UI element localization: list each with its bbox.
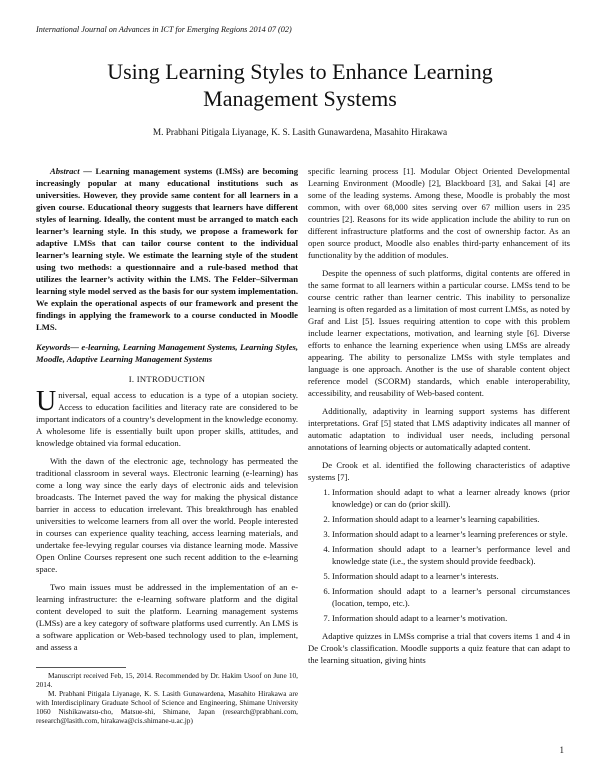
footnote-received: Manuscript received Feb, 15, 2014. Recommended by Dr. Hakim Usoof on June 10, 2014.	[36, 671, 298, 689]
footnote-rule	[36, 667, 126, 668]
footnote-affiliation: M. Prabhani Pitigala Liyanage, K. S. Lasith Gunawardena, Masahito Hirakawa are with Interdisciplinary Graduate School of Science and Engineering, Shimane University 1060 Nishikawatsu-cho, Matsue-shi, Shimane, Japan (research@prabhani.com, research@lasith.com, hirakawa@cis.shimane-u.ac.jp)	[36, 689, 298, 725]
abstract	[36, 165, 298, 333]
journal-header: International Journal on Advances in ICT for Emerging Regions 2014 07 (02)	[36, 25, 292, 34]
author-list: M. Prabhani Pitigala Liyanage, K. S. Lasith Gunawardena, Masahito Hirakawa	[152, 128, 448, 138]
abstract-label: Abstract	[50, 166, 80, 176]
intro-paragraph-3: Two main issues must be addressed in the implementation of an e-learning infrastructure: the e-learning software platform and the digital content developed to suit the platform. Learning management systems (LMSs) are a key category of software platforms used currently. An LMS is a software application or Web-based technology used to plan, implement, and assess a	[36, 582, 298, 652]
abstract-text: — Learning management systems (LMSs) are becoming increasingly popular at many educational institutions such as universities. However, they provide same content for all learners in a given course. Educational theory suggests that learners have different styles of learning. Ideally, the content must be arranged to match each learner’s learning style. In this study, we propose a framework for adaptive LMSs that can tailor course content to the individual learner’s learning style. We estimate the learning style of the student using two methods: a questionnaire and a rule-based method that utilizes the learner’s activity within the LMS. The Felder–Silverman learning style model served as the basis for our system implementation. We explain the operational aspects of our framework and present the findings in applying the framework to a course conducted in Moodle LMS.	[36, 166, 298, 332]
page-number: 1	[559, 745, 564, 755]
list-item: 5. Information should adapt to a learner’s interests.	[332, 570, 570, 582]
right-paragraph-4: De Crook et al. identified the following characteristics of adaptive systems [7].	[308, 460, 570, 482]
intro-paragraph-1-text: niversal, equal access to education is a type of a utopian society. Access to education facilities and literacy rate are considered to be important indicators of a country’s development in the knowledge economy. A wholesome life is essentially built upon proper skills, attitudes, and knowledge obtained via formal education.	[36, 390, 298, 448]
footnotes	[36, 667, 298, 725]
paper-title: Using Learning Styles to Enhance Learning Management Systems	[107, 59, 493, 111]
section-heading-introduction: I. INTRODUCTION	[128, 374, 206, 384]
right-paragraph-3: Additionally, adaptivity in learning support systems has different interpretations. Graf [5] stated that LMS adaptivity indicates all manner of automatic adaptation to individual user needs, including personal annotations of learning objects or automatically adapted content.	[308, 406, 570, 452]
drop-cap: U	[36, 386, 57, 417]
right-column	[308, 165, 570, 666]
list-item: 3. Information should adapt to a learner’s learning preferences or style.	[332, 528, 570, 540]
list-item: 2. Information should adapt to a learner’s learning capabilities.	[332, 513, 570, 525]
right-paragraph-2: Despite the openness of such platforms, digital contents are offered in the same format to all learners within a particular course. LMSs tend to be course centric rather than learner centric. This inability to personalize learning is often regarded as a limitation of most current LMSs, as noted by Graf and List [5]. Issues requiring attention to cope with this problem include learner expectations, motivation, and learning style [6]. Diverse efforts to enhance the learning experience when using LMSs are already appearing. The ability to personalize LMSs with style templates and language is one approach. Another is the use of sharable content object reference model (SCORM) standards, which enable interoperability, accessibility, and reusability of Web-based content.	[308, 268, 570, 398]
keywords: Keywords— e-learning, Learning Management Systems, Learning Styles, Moodle, Adaptive Learning Management Systems	[36, 342, 298, 364]
right-paragraph-1: specific learning process [1]. Modular Object Oriented Developmental Learning Environment (Moodle) [2], Blackboard [3], and Sakai [4] are some of the leading systems. Among these, Moodle is probably the most common, with over 68,000 sites serving over 67 million users in 235 countries [2]. Reasons for its wide application include the ability to run on different infrastructure platforms and the cost of ownership factor. As an open source product, Moodle also enables third-party enhancement of its functionality by the addition of modules.	[308, 166, 570, 260]
list-item: 7. Information should adapt to a learner’s motivation.	[332, 612, 570, 624]
right-paragraph-5: Adaptive quizzes in LMSs comprise a trial that covers items 1 and 4 in De Crook’s classification. Moodle supports a quiz feature that can adapt to the learning situation, giving hints	[308, 631, 570, 665]
left-column	[36, 165, 298, 653]
list-item: 4. Information should adapt to a learner’s performance level and knowledge state (i.e., the system should provide feedback).	[332, 543, 570, 567]
adaptive-characteristics-list	[308, 486, 570, 624]
list-item: 6. Information should adapt to a learner’s personal circumstances (location, tempo, etc.).	[332, 585, 570, 609]
list-item: 1. Information should adapt to what a learner already knows (prior knowledge) or can do (prior skill).	[332, 486, 570, 510]
intro-paragraph-2: With the dawn of the electronic age, technology has permeated the traditional classroom in several ways. Electronic learning (e-learning) has come a long way since the early days of electronic aids and television broadcasts. The Internet paved the way for making the physical distance barrier in access to education irrelevant. This breakthrough has enabled universities to welcome learners from all over the world. People interested in courses can experience quality teaching, access learning materials, and undertake fee-levying regular courses via distance learning mode. Massive Open Online Courses represent one such recent addition to the e-learning space.	[36, 456, 298, 574]
intro-paragraph-1	[36, 386, 298, 449]
